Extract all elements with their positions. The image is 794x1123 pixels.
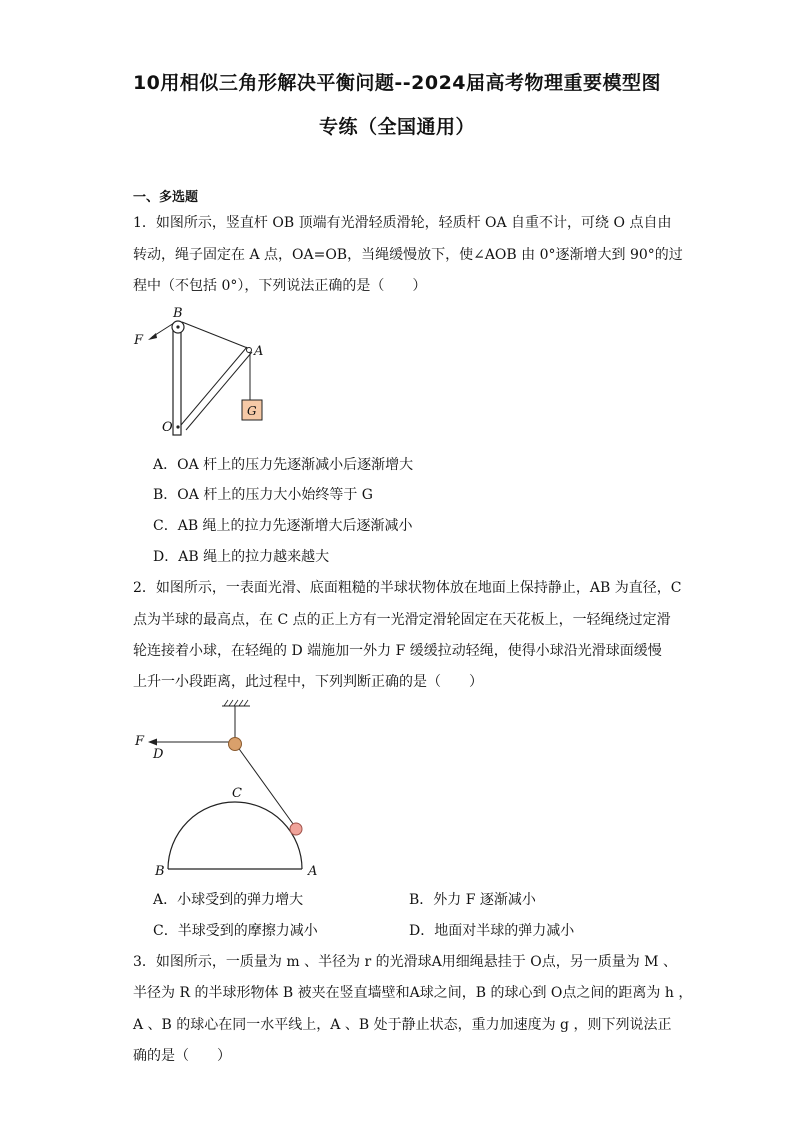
q2-option-c: C．半球受到的摩擦力减小 xyxy=(153,923,318,939)
q2-label-f: F xyxy=(135,734,145,749)
q2-label-b: B xyxy=(155,864,165,879)
q1-stem-line-2: 转动，绳子固定在 A 点，OA=OB，当绳缓慢放下，使∠AOB 由 0°逐渐增大到 90°的过 xyxy=(133,247,683,263)
q2-option-d: D．地面对半球的弹力减小 xyxy=(409,923,575,939)
doc-title-line-2: 专练（全国通用） xyxy=(318,116,475,138)
q2-pulley xyxy=(229,738,242,751)
q3-stem-line-4: 确的是（ ） xyxy=(133,1048,231,1064)
q1-option-a: A．OA 杆上的压力先逐渐减小后逐渐增大 xyxy=(153,457,414,473)
q3-stem-line-3: A 、B 的球心在同一水平线上，A 、B 处于静止状态，重力加速度为 g ，则下列说法正 xyxy=(133,1017,672,1033)
q1-option-c: C．AB 绳上的拉力先逐渐增大后逐渐减小 xyxy=(153,518,413,534)
q1-label-a: A xyxy=(254,344,264,359)
doc-title-line-1: 10用相似三角形解决平衡问题--2024届高考物理重要模型图 xyxy=(132,72,662,94)
q2-rope-ball xyxy=(237,746,296,828)
q1-label-g: G xyxy=(247,404,257,418)
section-heading: 一、多选题 xyxy=(133,190,199,205)
q2-hemisphere xyxy=(168,802,302,869)
q1-option-b: B．OA 杆上的压力大小始终等于 G xyxy=(153,487,373,503)
q2-stem-line-4: 上升一小段距离，此过程中，下列判断正确的是（ ） xyxy=(133,674,483,690)
q1-label-b: B xyxy=(173,306,183,321)
q2-option-a: A．小球受到的弹力增大 xyxy=(153,892,304,908)
q1-stem-line-3: 程中（不包括 0°），下列说法正确的是（ ） xyxy=(133,278,427,294)
q3-stem-line-1: 3．如图所示，一质量为 m 、半径为 r 的光滑球A用细绳悬挂于 O点，另一质量为 M 、 xyxy=(133,954,677,970)
q2-option-b: B．外力 F 逐渐减小 xyxy=(409,892,536,908)
q1-label-o: O xyxy=(162,420,173,435)
q2-arrow-f xyxy=(148,739,157,746)
q1-label-f: F xyxy=(134,333,144,348)
q2-label-a: A xyxy=(308,864,318,879)
q2-stem-line-2: 点为半球的最高点，在 C 点的正上方有一光滑定滑轮固定在天花板上，一轻绳绕过定滑 xyxy=(133,612,671,628)
q2-stem-line-1: 2．如图所示，一表面光滑、底面粗糙的半球状物体放在地面上保持静止，AB 为直径，C xyxy=(133,580,682,596)
q1-stem-line-1: 1．如图所示，竖直杆 OB 顶端有光滑轻质滑轮，轻质杆 OA 自重不计，可绕 O 点自由 xyxy=(133,215,672,231)
q2-ball xyxy=(290,823,302,835)
q2-label-d: D xyxy=(153,747,164,762)
q3-stem-line-2: 半径为 R 的半球形物体 B 被夹在竖直墙壁和A球之间，B 的球心到 O点之间的距离为 h ， xyxy=(133,985,693,1001)
q2-label-c: C xyxy=(232,786,242,801)
q1-option-d: D．AB 绳上的拉力越来越大 xyxy=(153,549,330,565)
q2-stem-line-3: 轮连接着小球，在轻绳的 D 端施加一外力 F 缓缓拉动轻绳，使得小球沿光滑球面缓慢 xyxy=(133,643,662,659)
